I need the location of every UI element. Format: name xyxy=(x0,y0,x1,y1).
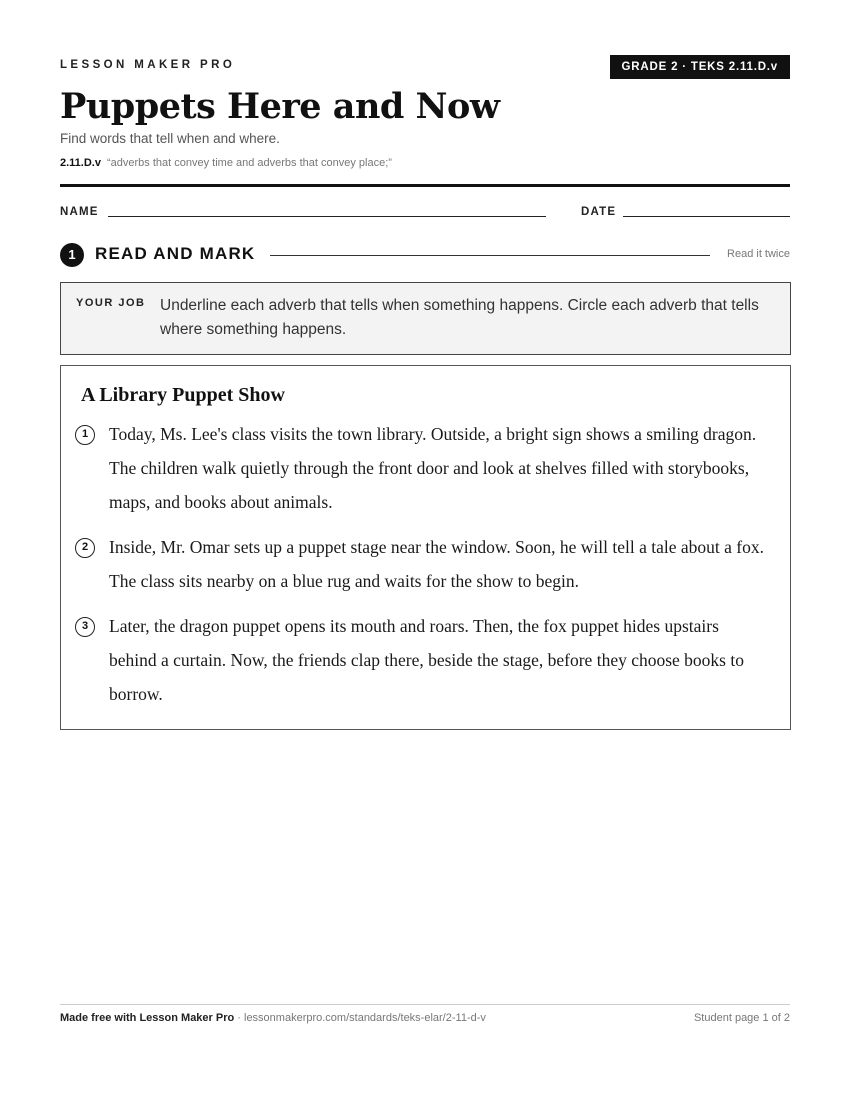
paragraph-text: Today, Ms. Lee's class visits the town library. Outside, a bright sign shows a smiling dragon. The children walk quietly through the front door and look at shelves filled with storybooks, maps, and books about animals. xyxy=(109,424,757,512)
job-text: Underline each adverb that tells when something happens. Circle each adverb that tells where something happens. xyxy=(160,297,759,338)
footer-made-with: Made free with Lesson Maker Pro xyxy=(60,1012,235,1024)
section-note: Read it twice xyxy=(727,248,790,260)
section-title: READ AND MARK xyxy=(95,244,256,263)
page-title: Puppets Here and Now xyxy=(60,86,500,127)
footer-page-number: Student page 1 of 2 xyxy=(693,1012,790,1024)
section-divider xyxy=(270,255,710,256)
standard-code: 2.11.D.v xyxy=(60,157,101,169)
footer-url[interactable]: · lessonmakerpro.com/standards/teks-elar/2-11-d-v xyxy=(234,1012,486,1024)
job-box xyxy=(60,282,791,355)
paragraph-number: 3 xyxy=(75,617,95,637)
paragraph-text: Later, the dragon puppet opens its mouth and roars. Then, the fox puppet hides upstairs behind a curtain. Now, the friends clap there, beside the stage, before they choose books to borrow. xyxy=(109,616,744,704)
section-number: 1 xyxy=(60,243,84,267)
footer-divider xyxy=(60,1004,790,1005)
job-label: YOUR JOB xyxy=(76,297,146,309)
passage-box xyxy=(60,365,791,730)
date-label: DATE xyxy=(581,206,617,218)
paragraph-number: 2 xyxy=(75,538,95,558)
brand-name: LESSON MAKER PRO xyxy=(60,59,236,71)
grade-badge: GRADE 2 · TEKS 2.11.D.v xyxy=(610,55,790,79)
paragraph-number: 1 xyxy=(75,425,95,445)
passage-title: A Library Puppet Show xyxy=(81,384,285,406)
footer-credit xyxy=(60,1012,486,1024)
standard-line xyxy=(60,157,392,169)
date-line[interactable] xyxy=(623,216,790,217)
paragraph-text: Inside, Mr. Omar sets up a puppet stage near the window. Soon, he will tell a tale about a fox. The class sits nearby on a blue rug and waits for the show to begin. xyxy=(109,537,764,591)
name-label: NAME xyxy=(60,206,99,218)
header-divider xyxy=(60,184,790,187)
page-subtitle: Find words that tell when and where. xyxy=(60,131,280,146)
name-line[interactable] xyxy=(108,216,546,217)
standard-text: “adverbs that convey time and adverbs that convey place;” xyxy=(106,157,392,169)
